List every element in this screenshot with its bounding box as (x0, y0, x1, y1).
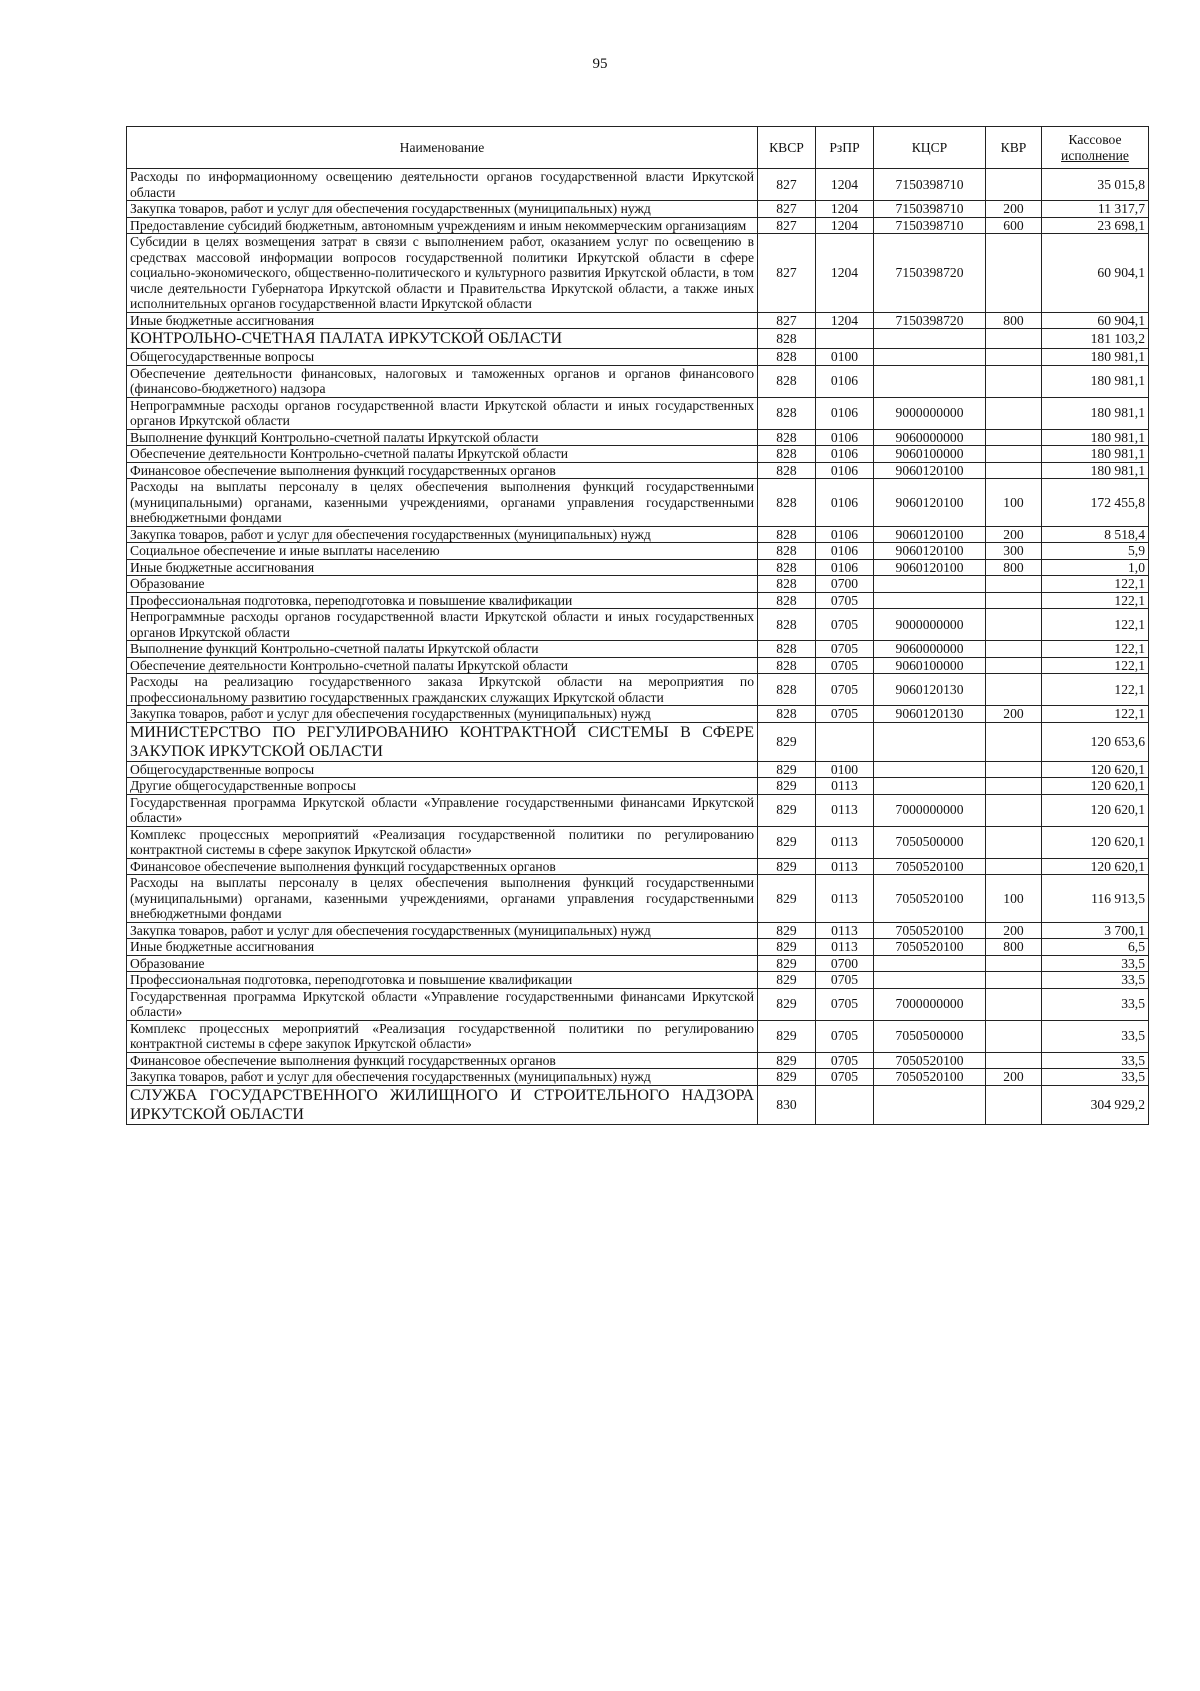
cell-sum: 60 904,1 (1042, 234, 1149, 313)
cell-name: СЛУЖБА ГОСУДАРСТВЕННОГО ЖИЛИЩНОГО И СТРОИТЕЛЬНОГО НАДЗОРА ИРКУТСКОЙ ОБЛАСТИ (127, 1085, 758, 1124)
cell-kvsr: 829 (758, 1020, 816, 1052)
table-header-row (127, 127, 1149, 169)
cell-kvr: 600 (986, 217, 1042, 234)
table-row (127, 641, 1149, 658)
cell-kvsr: 829 (758, 826, 816, 858)
cell-sum: 120 653,6 (1042, 722, 1149, 761)
cell-name: МИНИСТЕРСТВО ПО РЕГУЛИРОВАНИЮ КОНТРАКТНОЙ СИСТЕМЫ В СФЕРЕ ЗАКУПОК ИРКУТСКОЙ ОБЛАСТИ (127, 722, 758, 761)
cell-name: Субсидии в целях возмещения затрат в связи с выполнением работ, оказанием услуг по освещению в средствах массовой информации вопросов государственной политики Иркутской области в сфере социально-экономического, общественно-политического и культурного развития Иркутской области, в том числе деятельности Губернатора Иркутской области и Правительства Иркутской области, а также иных исполнительных органов государственной власти Иркутской области (127, 234, 758, 313)
cell-rzpr: 0113 (816, 858, 874, 875)
cell-name: Непрограммные расходы органов государственной власти Иркутской области и иных государственных органов Иркутской области (127, 609, 758, 641)
cell-kvr (986, 429, 1042, 446)
cell-kvsr: 829 (758, 778, 816, 795)
cell-name: Предоставление субсидий бюджетным, автономным учреждениям и иным некоммерческим организациям (127, 217, 758, 234)
table-row (127, 1052, 1149, 1069)
cell-rzpr: 0106 (816, 429, 874, 446)
cell-sum: 180 981,1 (1042, 397, 1149, 429)
cell-kvsr: 829 (758, 922, 816, 939)
table-body (127, 169, 1149, 1125)
cell-kcsr: 9060120100 (874, 526, 986, 543)
cell-sum: 304 929,2 (1042, 1085, 1149, 1124)
cell-sum: 180 981,1 (1042, 462, 1149, 479)
header-kvsr: КВСР (758, 127, 816, 169)
cell-kvsr: 827 (758, 169, 816, 201)
cell-rzpr (816, 722, 874, 761)
table-row (127, 365, 1149, 397)
cell-name: Социальное обеспечение и иные выплаты населению (127, 543, 758, 560)
cell-rzpr: 0705 (816, 657, 874, 674)
cell-rzpr: 0113 (816, 826, 874, 858)
cell-rzpr (816, 329, 874, 349)
cell-name: Обеспечение деятельности Контрольно-счетной палаты Иркутской области (127, 657, 758, 674)
cell-kcsr: 9060100000 (874, 657, 986, 674)
cell-rzpr: 0106 (816, 559, 874, 576)
cell-rzpr: 0106 (816, 462, 874, 479)
table-row (127, 576, 1149, 593)
table-row (127, 234, 1149, 313)
cell-kvr: 300 (986, 543, 1042, 560)
cell-kvsr: 828 (758, 609, 816, 641)
cell-kvr (986, 722, 1042, 761)
cell-kcsr: 9060000000 (874, 641, 986, 658)
cell-kcsr: 7150398710 (874, 169, 986, 201)
cell-kcsr: 7000000000 (874, 988, 986, 1020)
cell-name: Общегосударственные вопросы (127, 349, 758, 366)
table-row (127, 826, 1149, 858)
cell-sum: 5,9 (1042, 543, 1149, 560)
cell-kvsr: 828 (758, 397, 816, 429)
cell-kvr (986, 397, 1042, 429)
cell-rzpr: 0113 (816, 922, 874, 939)
table-row (127, 875, 1149, 923)
table-row (127, 446, 1149, 463)
cell-sum: 8 518,4 (1042, 526, 1149, 543)
cell-kvr (986, 592, 1042, 609)
table-row (127, 429, 1149, 446)
cell-rzpr: 0106 (816, 526, 874, 543)
cell-kvsr: 828 (758, 349, 816, 366)
cell-name: Обеспечение деятельности Контрольно-счетной палаты Иркутской области (127, 446, 758, 463)
cell-kvr (986, 1085, 1042, 1124)
cell-kvr: 100 (986, 479, 1042, 527)
cell-kvsr: 828 (758, 674, 816, 706)
cell-name: Комплекс процессных мероприятий «Реализация государственной политики по регулированию контрактной системы в сфере закупок Иркутской области» (127, 1020, 758, 1052)
cell-sum: 122,1 (1042, 576, 1149, 593)
cell-rzpr: 0705 (816, 972, 874, 989)
header-rzpr: РзПР (816, 127, 874, 169)
cell-sum: 33,5 (1042, 1020, 1149, 1052)
cell-kcsr: 7000000000 (874, 794, 986, 826)
cell-kvsr: 828 (758, 429, 816, 446)
cell-kvsr: 830 (758, 1085, 816, 1124)
cell-name: Профессиональная подготовка, переподготовка и повышение квалификации (127, 592, 758, 609)
cell-kvr (986, 657, 1042, 674)
table-row (127, 778, 1149, 795)
table-row (127, 674, 1149, 706)
cell-kvr: 200 (986, 201, 1042, 218)
cell-kcsr: 7050520100 (874, 1069, 986, 1086)
cell-sum: 122,1 (1042, 609, 1149, 641)
cell-kvsr: 829 (758, 939, 816, 956)
cell-sum: 120 620,1 (1042, 858, 1149, 875)
cell-kvr (986, 169, 1042, 201)
cell-sum: 180 981,1 (1042, 429, 1149, 446)
cell-kcsr: 9060120100 (874, 559, 986, 576)
table-row (127, 657, 1149, 674)
cell-kcsr: 7050520100 (874, 922, 986, 939)
cell-kvr (986, 674, 1042, 706)
cell-name: Расходы на выплаты персоналу в целях обеспечения выполнения функций государственными (муниципальными) органами, казенными учреждениями, органами управления государственными внебюджетными фондами (127, 875, 758, 923)
cell-rzpr: 0705 (816, 592, 874, 609)
table-row (127, 955, 1149, 972)
cell-rzpr: 0700 (816, 955, 874, 972)
table-row (127, 312, 1149, 329)
cell-kcsr: 9000000000 (874, 397, 986, 429)
cell-kvr (986, 365, 1042, 397)
cell-rzpr: 0113 (816, 778, 874, 795)
cell-kvsr: 828 (758, 576, 816, 593)
cell-kvsr: 829 (758, 955, 816, 972)
cell-rzpr: 0106 (816, 365, 874, 397)
cell-kcsr: 7150398720 (874, 312, 986, 329)
table-row (127, 526, 1149, 543)
cell-kcsr (874, 1085, 986, 1124)
cell-name: Закупка товаров, работ и услуг для обеспечения государственных (муниципальных) нужд (127, 201, 758, 218)
header-sum-line2: исполнение (1061, 147, 1129, 163)
cell-sum: 6,5 (1042, 939, 1149, 956)
cell-kcsr: 7150398710 (874, 217, 986, 234)
cell-rzpr: 0705 (816, 1020, 874, 1052)
cell-kvsr: 829 (758, 761, 816, 778)
cell-kcsr: 9060000000 (874, 429, 986, 446)
cell-kvsr: 827 (758, 201, 816, 218)
cell-kvsr: 829 (758, 722, 816, 761)
cell-rzpr: 0100 (816, 761, 874, 778)
cell-kvsr: 829 (758, 1069, 816, 1086)
cell-name: Государственная программа Иркутской области «Управление государственными финансами Иркутской области» (127, 794, 758, 826)
cell-name: Закупка товаров, работ и услуг для обеспечения государственных (муниципальных) нужд (127, 706, 758, 723)
table-row (127, 922, 1149, 939)
cell-name: Закупка товаров, работ и услуг для обеспечения государственных (муниципальных) нужд (127, 922, 758, 939)
cell-rzpr: 1204 (816, 217, 874, 234)
cell-kcsr (874, 592, 986, 609)
cell-kvr (986, 826, 1042, 858)
cell-sum: 120 620,1 (1042, 761, 1149, 778)
cell-kvr (986, 641, 1042, 658)
cell-name: Иные бюджетные ассигнования (127, 312, 758, 329)
cell-kcsr: 7050520100 (874, 858, 986, 875)
table-row (127, 722, 1149, 761)
cell-sum: 181 103,2 (1042, 329, 1149, 349)
cell-kcsr: 9060120130 (874, 706, 986, 723)
cell-kcsr (874, 972, 986, 989)
cell-sum: 172 455,8 (1042, 479, 1149, 527)
cell-sum: 33,5 (1042, 1052, 1149, 1069)
cell-kcsr: 9060120100 (874, 479, 986, 527)
table-row (127, 201, 1149, 218)
cell-sum: 122,1 (1042, 706, 1149, 723)
cell-kcsr: 7050520100 (874, 939, 986, 956)
cell-kvsr: 828 (758, 446, 816, 463)
cell-name: Образование (127, 955, 758, 972)
cell-kvr (986, 1020, 1042, 1052)
cell-name: Государственная программа Иркутской области «Управление государственными финансами Иркутской области» (127, 988, 758, 1020)
cell-rzpr: 0705 (816, 1052, 874, 1069)
table-row (127, 329, 1149, 349)
cell-kvsr: 829 (758, 858, 816, 875)
cell-kvr (986, 794, 1042, 826)
cell-kvr (986, 462, 1042, 479)
cell-rzpr: 0700 (816, 576, 874, 593)
header-name: Наименование (127, 127, 758, 169)
cell-kvsr: 829 (758, 972, 816, 989)
table-row (127, 559, 1149, 576)
cell-kcsr: 9060120130 (874, 674, 986, 706)
cell-rzpr: 1204 (816, 234, 874, 313)
cell-name: Расходы на выплаты персоналу в целях обеспечения выполнения функций государственными (муниципальными) органами, казенными учреждениями, органами управления государственными внебюджетными фондами (127, 479, 758, 527)
cell-kvr (986, 234, 1042, 313)
cell-kcsr: 7050520100 (874, 1052, 986, 1069)
table-row (127, 543, 1149, 560)
cell-rzpr: 0100 (816, 349, 874, 366)
cell-kcsr (874, 778, 986, 795)
cell-kvr (986, 972, 1042, 989)
cell-sum: 122,1 (1042, 657, 1149, 674)
cell-kvr: 200 (986, 706, 1042, 723)
cell-rzpr: 1204 (816, 169, 874, 201)
cell-kvsr: 828 (758, 526, 816, 543)
cell-name: Другие общегосударственные вопросы (127, 778, 758, 795)
cell-kcsr: 9060120100 (874, 543, 986, 560)
cell-kvr (986, 329, 1042, 349)
cell-sum: 60 904,1 (1042, 312, 1149, 329)
cell-rzpr: 0705 (816, 988, 874, 1020)
cell-kvr: 200 (986, 922, 1042, 939)
cell-rzpr: 0106 (816, 446, 874, 463)
cell-kcsr: 9060100000 (874, 446, 986, 463)
cell-sum: 116 913,5 (1042, 875, 1149, 923)
cell-kvr: 800 (986, 312, 1042, 329)
cell-sum: 33,5 (1042, 1069, 1149, 1086)
cell-kvr (986, 576, 1042, 593)
table-row (127, 706, 1149, 723)
cell-sum: 120 620,1 (1042, 794, 1149, 826)
cell-name: Расходы на реализацию государственного заказа Иркутской области на мероприятия по профессиональному развитию государственных гражданских служащих Иркутской области (127, 674, 758, 706)
cell-kvsr: 827 (758, 217, 816, 234)
table-row (127, 858, 1149, 875)
cell-kcsr (874, 722, 986, 761)
cell-kcsr (874, 576, 986, 593)
cell-name: КОНТРОЛЬНО-СЧЕТНАЯ ПАЛАТА ИРКУТСКОЙ ОБЛАСТИ (127, 329, 758, 349)
table-row (127, 1020, 1149, 1052)
cell-sum: 180 981,1 (1042, 365, 1149, 397)
cell-sum: 3 700,1 (1042, 922, 1149, 939)
cell-sum: 120 620,1 (1042, 826, 1149, 858)
page-number: 95 (592, 56, 608, 72)
cell-name: Образование (127, 576, 758, 593)
cell-kcsr (874, 955, 986, 972)
cell-kcsr (874, 761, 986, 778)
cell-kvsr: 828 (758, 365, 816, 397)
table-row (127, 761, 1149, 778)
cell-sum: 180 981,1 (1042, 349, 1149, 366)
cell-name: Выполнение функций Контрольно-счетной палаты Иркутской области (127, 641, 758, 658)
cell-rzpr: 0113 (816, 794, 874, 826)
cell-rzpr: 0106 (816, 397, 874, 429)
table-row (127, 462, 1149, 479)
cell-kvsr: 829 (758, 1052, 816, 1069)
cell-sum: 33,5 (1042, 988, 1149, 1020)
table-row (127, 169, 1149, 201)
cell-name: Обеспечение деятельности финансовых, налоговых и таможенных органов и органов финансового (финансово-бюджетного) надзора (127, 365, 758, 397)
table-row (127, 479, 1149, 527)
cell-sum: 33,5 (1042, 972, 1149, 989)
table-row (127, 609, 1149, 641)
cell-kvr (986, 349, 1042, 366)
cell-rzpr: 0705 (816, 609, 874, 641)
cell-kvsr: 828 (758, 543, 816, 560)
table-row (127, 349, 1149, 366)
cell-kvsr: 828 (758, 462, 816, 479)
cell-sum: 1,0 (1042, 559, 1149, 576)
cell-kvsr: 828 (758, 706, 816, 723)
cell-sum: 33,5 (1042, 955, 1149, 972)
cell-sum: 122,1 (1042, 641, 1149, 658)
cell-rzpr: 0705 (816, 706, 874, 723)
table-row (127, 1069, 1149, 1086)
cell-kvsr: 828 (758, 641, 816, 658)
header-sum-line1: Кассовое (1068, 132, 1122, 147)
cell-kvr (986, 1052, 1042, 1069)
table-row (127, 794, 1149, 826)
cell-name: Иные бюджетные ассигнования (127, 939, 758, 956)
cell-kvsr: 829 (758, 988, 816, 1020)
cell-name: Иные бюджетные ассигнования (127, 559, 758, 576)
cell-name: Выполнение функций Контрольно-счетной палаты Иркутской области (127, 429, 758, 446)
cell-kvr (986, 778, 1042, 795)
cell-kvsr: 828 (758, 479, 816, 527)
cell-kvsr: 828 (758, 559, 816, 576)
cell-kvr (986, 955, 1042, 972)
table-row (127, 1085, 1149, 1124)
cell-kvr: 200 (986, 526, 1042, 543)
cell-sum: 122,1 (1042, 674, 1149, 706)
cell-kcsr: 9000000000 (874, 609, 986, 641)
cell-kcsr: 7050500000 (874, 1020, 986, 1052)
cell-kcsr: 7050520100 (874, 875, 986, 923)
cell-kvsr: 829 (758, 794, 816, 826)
cell-rzpr: 0113 (816, 939, 874, 956)
cell-kvr (986, 761, 1042, 778)
cell-rzpr: 1204 (816, 312, 874, 329)
cell-rzpr: 0705 (816, 1069, 874, 1086)
cell-kvsr: 829 (758, 875, 816, 923)
cell-rzpr: 1204 (816, 201, 874, 218)
cell-kvsr: 827 (758, 234, 816, 313)
cell-kcsr (874, 329, 986, 349)
cell-kvr (986, 446, 1042, 463)
cell-sum: 122,1 (1042, 592, 1149, 609)
cell-name: Общегосударственные вопросы (127, 761, 758, 778)
header-kcsr: КЦСР (874, 127, 986, 169)
cell-kvsr: 828 (758, 657, 816, 674)
cell-kcsr (874, 365, 986, 397)
cell-name: Комплекс процессных мероприятий «Реализация государственной политики по регулированию контрактной системы в сфере закупок Иркутской области» (127, 826, 758, 858)
cell-rzpr: 0705 (816, 674, 874, 706)
cell-kvsr: 828 (758, 329, 816, 349)
table-row (127, 217, 1149, 234)
cell-name: Профессиональная подготовка, переподготовка и повышение квалификации (127, 972, 758, 989)
cell-kvr: 800 (986, 559, 1042, 576)
cell-kcsr: 7150398710 (874, 201, 986, 218)
cell-kcsr (874, 349, 986, 366)
table-row (127, 972, 1149, 989)
cell-rzpr: 0113 (816, 875, 874, 923)
cell-name: Непрограммные расходы органов государственной власти Иркутской области и иных государственных органов Иркутской области (127, 397, 758, 429)
cell-sum: 23 698,1 (1042, 217, 1149, 234)
cell-kcsr: 9060120100 (874, 462, 986, 479)
cell-kvr: 800 (986, 939, 1042, 956)
cell-sum: 11 317,7 (1042, 201, 1149, 218)
header-sum (1042, 127, 1149, 169)
cell-name: Расходы по информационному освещению деятельности органов государственной власти Иркутской области (127, 169, 758, 201)
cell-sum: 180 981,1 (1042, 446, 1149, 463)
table-row (127, 397, 1149, 429)
cell-kvr (986, 609, 1042, 641)
cell-rzpr: 0106 (816, 543, 874, 560)
cell-name: Закупка товаров, работ и услуг для обеспечения государственных (муниципальных) нужд (127, 1069, 758, 1086)
cell-kvr (986, 988, 1042, 1020)
cell-kvsr: 827 (758, 312, 816, 329)
cell-name: Финансовое обеспечение выполнения функций государственных органов (127, 1052, 758, 1069)
cell-kcsr: 7050500000 (874, 826, 986, 858)
cell-kvr (986, 858, 1042, 875)
cell-kvr: 100 (986, 875, 1042, 923)
budget-table (126, 126, 1149, 1125)
cell-rzpr: 0106 (816, 479, 874, 527)
table-row (127, 939, 1149, 956)
cell-sum: 120 620,1 (1042, 778, 1149, 795)
cell-rzpr (816, 1085, 874, 1124)
cell-kvr: 200 (986, 1069, 1042, 1086)
table-row (127, 988, 1149, 1020)
cell-rzpr: 0705 (816, 641, 874, 658)
header-kvr: КВР (986, 127, 1042, 169)
cell-kcsr: 7150398720 (874, 234, 986, 313)
table-row (127, 592, 1149, 609)
cell-name: Финансовое обеспечение выполнения функций государственных органов (127, 858, 758, 875)
cell-name: Закупка товаров, работ и услуг для обеспечения государственных (муниципальных) нужд (127, 526, 758, 543)
cell-sum: 35 015,8 (1042, 169, 1149, 201)
cell-kvsr: 828 (758, 592, 816, 609)
cell-name: Финансовое обеспечение выполнения функций государственных органов (127, 462, 758, 479)
